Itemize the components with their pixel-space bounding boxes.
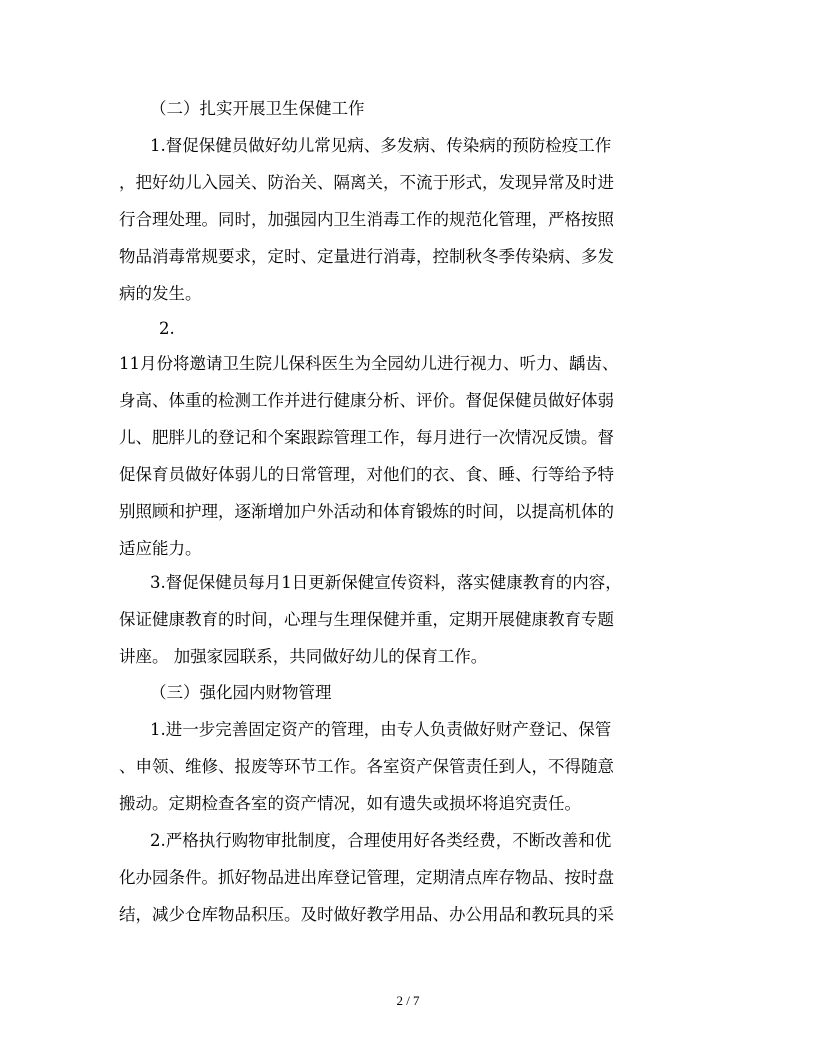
paragraph-line: 结，减少仓库物品积压。及时做好教学用品、办公用品和教玩具的采 — [119, 905, 614, 924]
section-heading: （三）强化园内财物管理 — [150, 683, 332, 702]
paragraph-line: 1.进一步完善固定资产的管理，由专人负责做好财产登记、保管 — [150, 720, 612, 739]
paragraph-line: 适应能力。 — [119, 539, 202, 558]
paragraph-line: 、申领、维修、报废等环节工作。各室资产保管责任到人，不得随意 — [119, 757, 614, 776]
paragraph-line: 2.严格执行购物审批制度，合理使用好各类经费，不断改善和优 — [150, 831, 612, 850]
paragraph-line: 行合理处理。同时，加强园内卫生消毒工作的规范化管理，严格按照 — [119, 210, 614, 229]
paragraph-line: 3.督促保健员每月1日更新保健宣传资料，落实健康教育的内容， — [150, 573, 622, 592]
paragraph-line: 1.督促保健员做好幼儿常见病、多发病、传染病的预防检疫工作 — [150, 136, 612, 155]
paragraph-line: 2. — [159, 319, 175, 338]
paragraph-line: 儿、肥胖儿的登记和个案跟踪管理工作，每月进行一次情况反馈。督 — [119, 428, 614, 447]
paragraph-line: 物品消毒常规要求，定时、定量进行消毒，控制秋冬季传染病、多发 — [119, 247, 614, 266]
paragraph-line: ，把好幼儿入园关、防治关、隔离关，不流于形式，发现异常及时进 — [119, 173, 614, 192]
paragraph-line: 搬动。定期检查各室的资产情况，如有遗失或损坏将追究责任。 — [119, 794, 581, 813]
paragraph-line: 别照顾和护理，逐渐增加户外活动和体育锻炼的时间，以提高机体的 — [119, 502, 614, 521]
page-number: 2 / 7 — [396, 993, 420, 1008]
paragraph-line: 化办园条件。抓好物品进出库登记管理，定期清点库存物品、按时盘 — [119, 868, 614, 887]
paragraph-line: 11月份将邀请卫生院儿保科医生为全园幼儿进行视力、听力、龋齿、 — [119, 354, 619, 373]
paragraph-line: 促保育员做好体弱儿的日常管理，对他们的衣、食、睡、行等给予特 — [119, 465, 614, 484]
paragraph-line: 讲座。 加强家园联系，共同做好幼儿的保育工作。 — [119, 647, 488, 666]
paragraph-line: 保证健康教育的时间，心理与生理保健并重，定期开展健康教育专题 — [119, 610, 614, 629]
section-heading: （二）扎实开展卫生保健工作 — [150, 99, 365, 118]
paragraph-line: 身高、体重的检测工作并进行健康分析、评价。督促保健员做好体弱 — [119, 391, 614, 410]
paragraph-line: 病的发生。 — [119, 284, 202, 303]
